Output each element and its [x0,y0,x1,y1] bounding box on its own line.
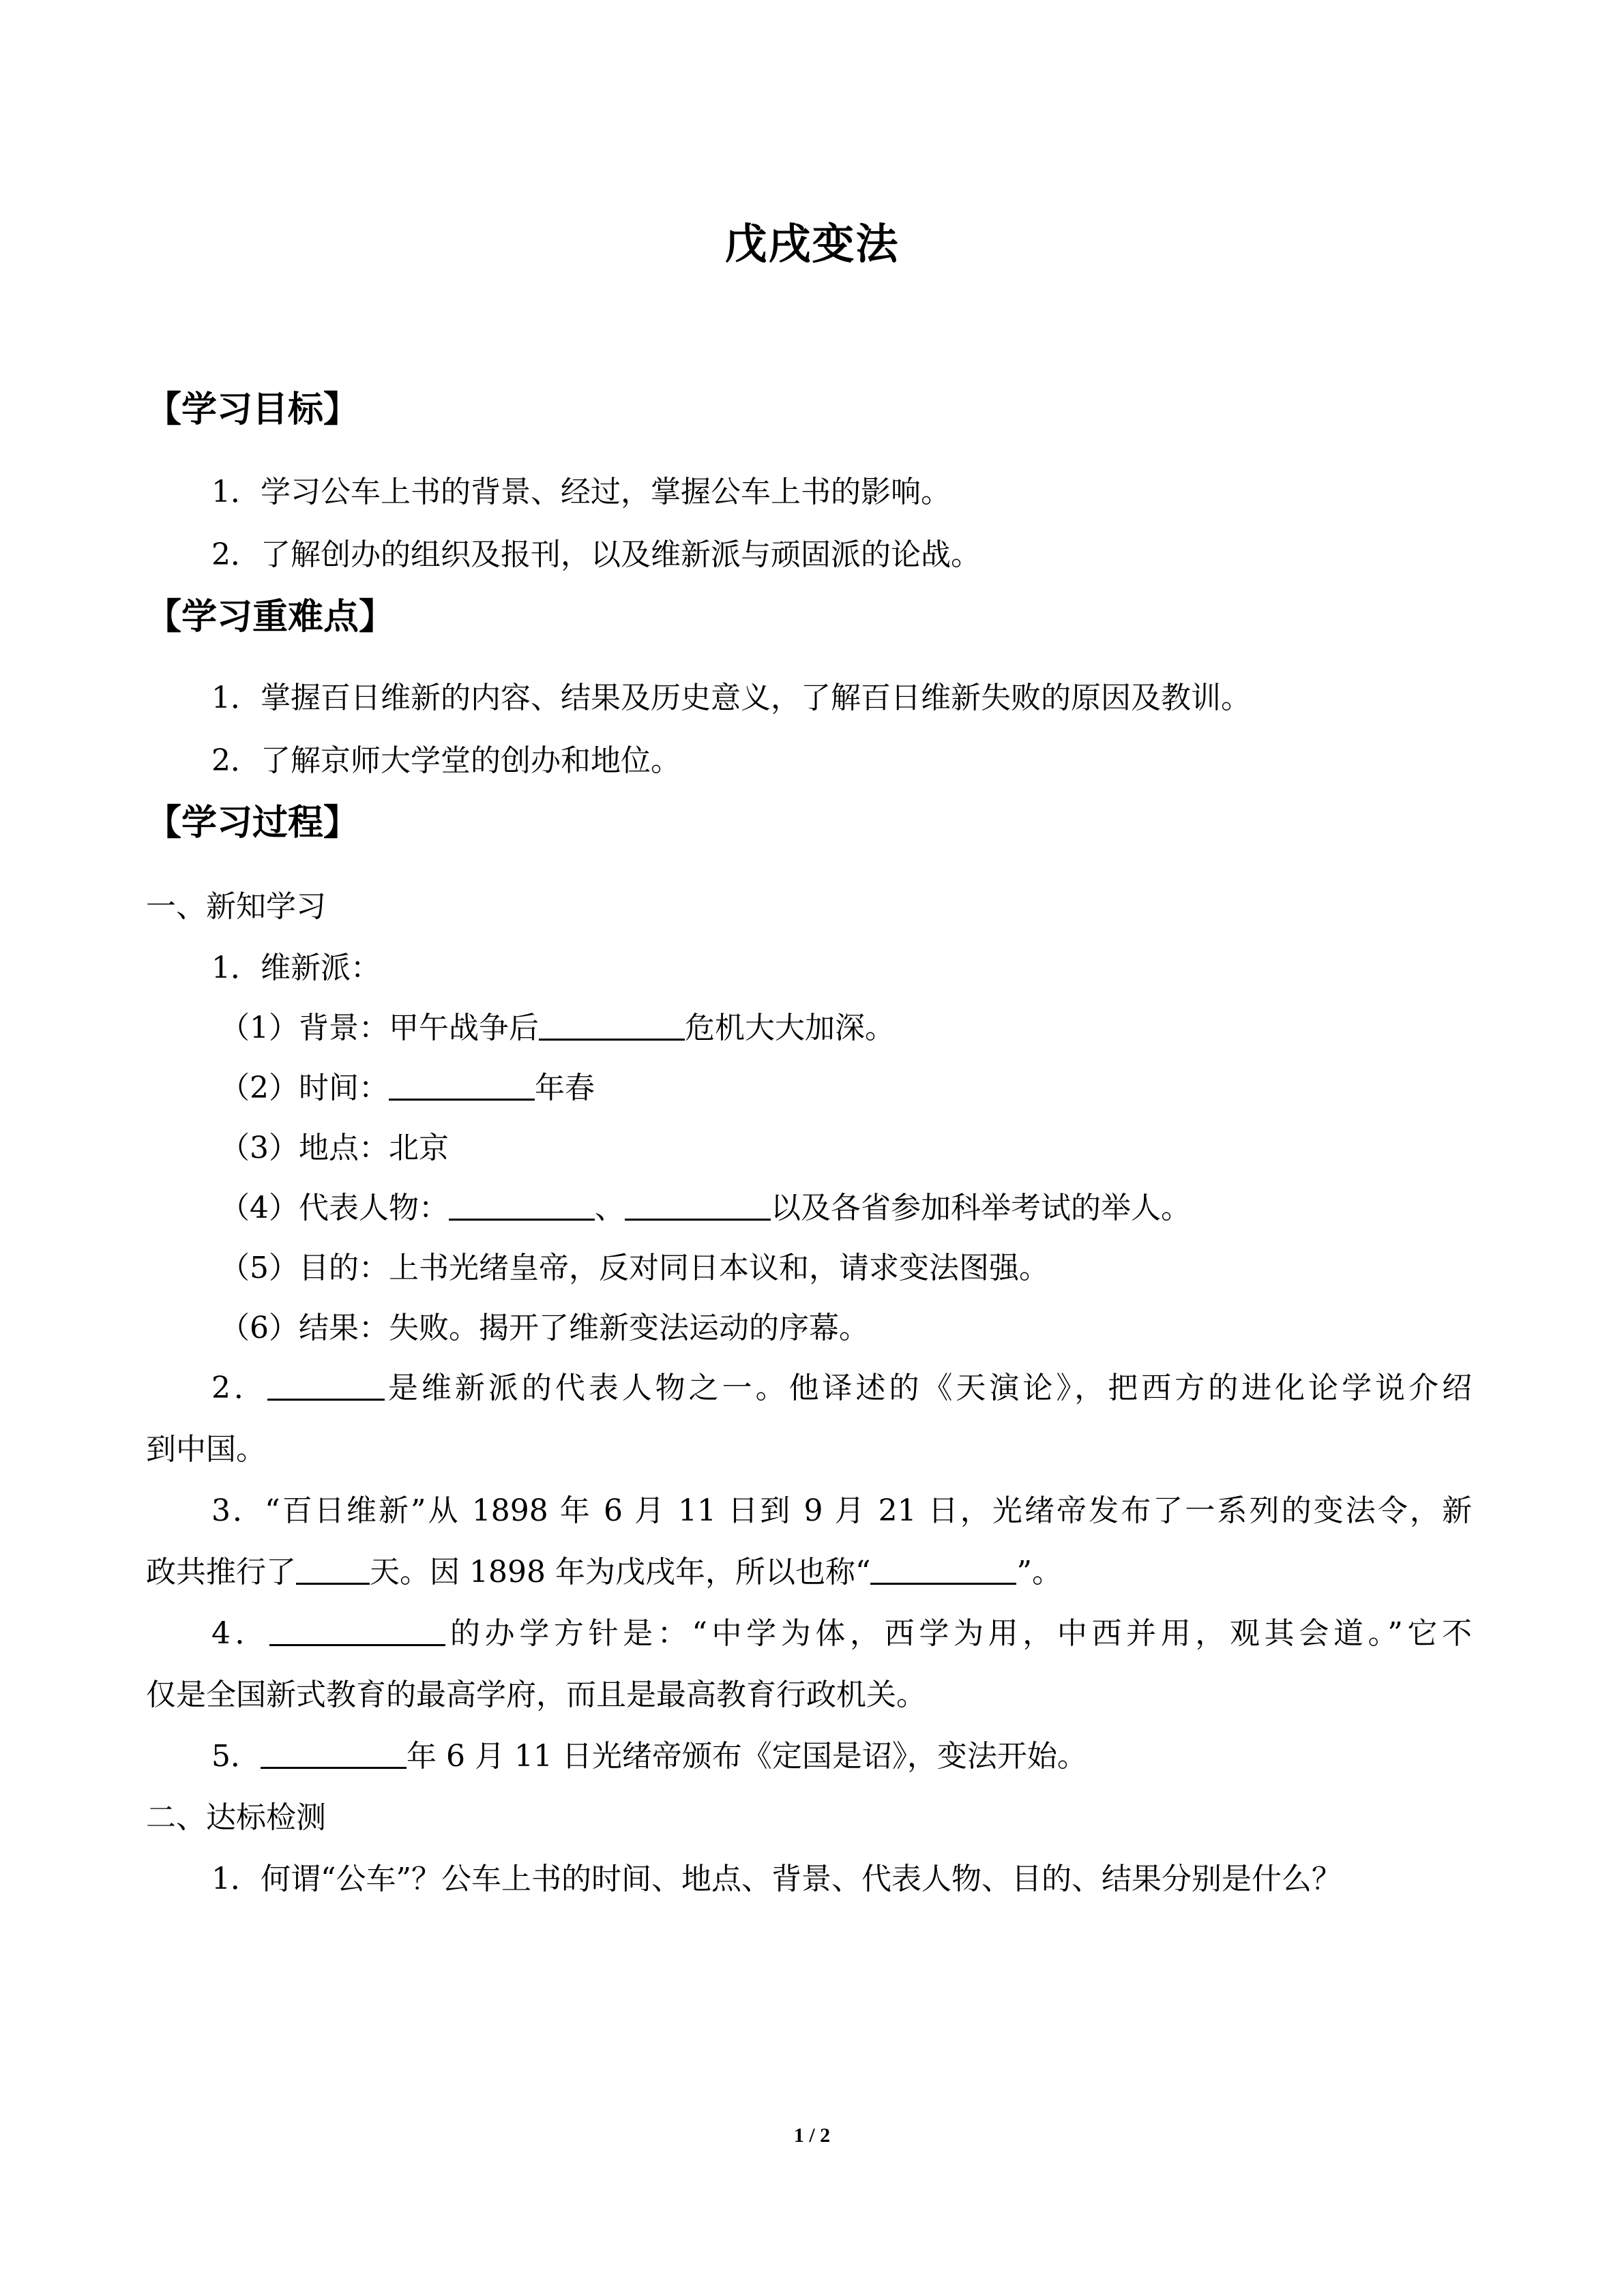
q3-prefix: 政共推行了 [146,1555,296,1590]
answer-blank[interactable] [625,1189,771,1221]
section-heading-key-points: 【学习重难点】 [146,597,395,638]
section-heading-goals: 【学习目标】 [146,389,359,430]
q1-result-line: （6）结果：失败。揭开了维新变法运动的序幕。 [220,1311,869,1345]
q1-people-suffix: 以及各省参加科举考试的举人。 [771,1191,1191,1225]
q1-people-line [220,1188,1191,1229]
q3-line-2 [146,1552,1062,1593]
new-study-heading: 一、新知学习 [146,889,326,924]
q1-label: 1．维新派： [211,951,381,985]
q4-text: 的办学方针是：“中学为体，西学为用，中西并用，观其会道。”它不 [445,1616,1472,1651]
page-title: 戊戌变法 [724,219,900,269]
check-heading: 二、达标检测 [146,1800,326,1835]
key-item-1: 1．掌握百日维新的内容、结果及历史意义，了解百日维新失败的原因及教训。 [211,681,1251,715]
q1-background-line [220,1008,895,1049]
answer-blank[interactable] [267,1369,385,1401]
q5-number: 5． [211,1739,261,1774]
q1-time-suffix: 年春 [535,1071,595,1105]
q4-number: 4． [211,1616,270,1651]
q3-line-1: 3．“百日维新”从 1898 年 6 月 11 日到 9 月 21 日，光绪帝发布了一系列的变法令，新 [211,1493,1472,1528]
q1-background-suffix: 危机大大加深。 [685,1011,895,1045]
answer-blank[interactable] [870,1553,1016,1585]
q1-people-separator: 、 [595,1191,625,1225]
q5-text: 年 6 月 11 日光绪帝颁布《定国是诏》，变法开始。 [407,1739,1087,1774]
q2-text: 是维新派的代表人物之一。他译述的《天演论》，把西方的进化论学说介绍 [384,1371,1472,1405]
q5-line [211,1736,1087,1777]
q2-number: 2． [211,1371,267,1405]
q1-purpose-line: （5）目的：上书光绪皇帝，反对同日本议和，请求变法图强。 [220,1251,1049,1285]
q2-line-2: 到中国。 [146,1432,266,1467]
q3-middle: 天。因 1898 年为戊戌年，所以也称“ [370,1555,871,1590]
goal-item-1: 1．学习公车上书的背景、经过，掌握公车上书的影响。 [211,475,951,509]
check-question-1: 1．何谓“公车”？公车上书的时间、地点、背景、代表人物、目的、结果分别是什么？ [211,1862,1342,1896]
q1-background-prefix: （1）背景：甲午战争后 [220,1011,539,1045]
q1-people-prefix: （4）代表人物： [220,1191,449,1225]
answer-blank[interactable] [261,1737,407,1769]
q2-line-1 [211,1368,1472,1409]
answer-blank[interactable] [389,1069,535,1101]
key-item-2: 2．了解京师大学堂的创办和地位。 [211,743,681,778]
page-number: 1 / 2 [793,2124,831,2147]
goal-item-2: 2．了解创办的组织及报刊，以及维新派与顽固派的论战。 [211,537,981,572]
answer-blank[interactable] [269,1614,445,1646]
answer-blank[interactable] [449,1189,595,1221]
q1-time-prefix: （2）时间： [220,1071,389,1105]
q3-suffix: ”。 [1016,1555,1062,1590]
q4-line-2: 仅是全国新式教育的最高学府，而且是最高教育行政机关。 [146,1678,926,1712]
q4-line-1 [211,1613,1472,1654]
section-heading-process: 【学习过程】 [146,803,359,844]
answer-blank[interactable] [539,1009,685,1041]
q1-place-line: （3）地点：北京 [220,1131,449,1165]
q1-time-line [220,1068,595,1109]
answer-blank[interactable] [296,1553,370,1585]
